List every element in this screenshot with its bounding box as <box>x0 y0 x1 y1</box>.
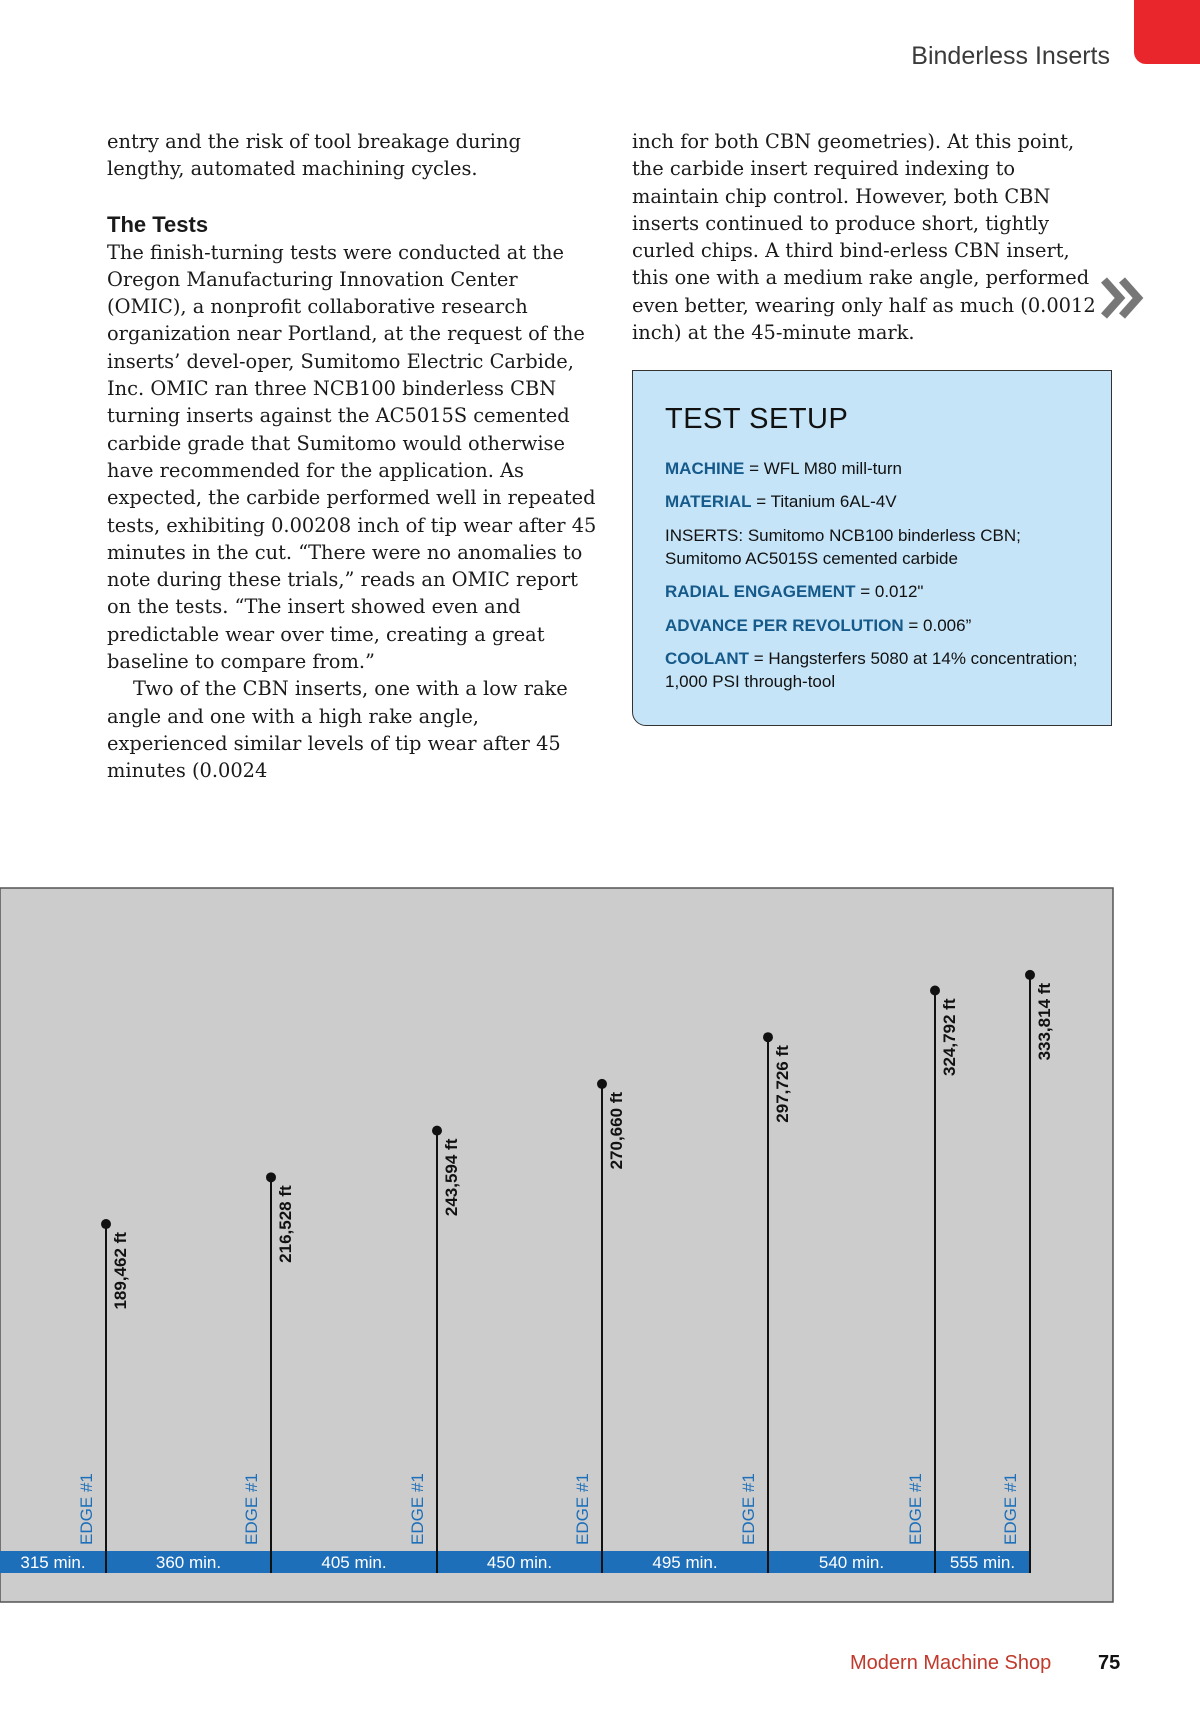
edge-label: EDGE #1 <box>739 1473 758 1545</box>
radial-key: RADIAL ENGAGEMENT <box>665 582 856 601</box>
time-label: 405 min. <box>321 1553 387 1572</box>
value-label: 297,726 ft <box>773 1045 792 1123</box>
setup-material <box>665 490 1085 513</box>
footer-publication: Modern Machine Shop <box>850 1652 1052 1674</box>
double-chevron-right-icon <box>1100 272 1146 324</box>
edge-label: EDGE #1 <box>1001 1473 1020 1545</box>
value-marker <box>930 986 940 996</box>
test-setup-title: TEST SETUP <box>665 403 849 435</box>
value-label: 333,814 ft <box>1035 982 1054 1061</box>
setup-machine <box>665 457 1085 480</box>
value-marker <box>101 1219 111 1229</box>
right-paragraph-1: inch for both CBN geometries). At this point, the carbide insert required indexing to maintain chip control. However, both CBN inserts continued to produce short, tightly curled chips. A third bind-erless CBN insert, this one with a medium rake angle, performed even better, wearing only half as much (0.0012 inch) at the 45-minute mark. <box>632 130 1096 345</box>
section-tab <box>1134 0 1200 64</box>
advance-value: = 0.006” <box>903 616 972 635</box>
time-label: 495 min. <box>652 1553 718 1572</box>
value-marker <box>597 1079 607 1089</box>
edge-label: EDGE #1 <box>242 1473 261 1545</box>
value-label: 270,660 ft <box>607 1091 626 1170</box>
value-marker <box>432 1126 442 1136</box>
chart-background <box>0 888 1113 1602</box>
coolant-key: COOLANT <box>665 649 750 668</box>
test-setup-box <box>632 370 1112 726</box>
time-label: 315 min. <box>20 1553 86 1572</box>
advance-key: ADVANCE PER REVOLUTION <box>665 616 904 635</box>
edge-label: EDGE #1 <box>77 1473 96 1545</box>
value-label: 189,462 ft <box>111 1232 130 1310</box>
machine-value: = WFL M80 mill-turn <box>744 459 902 478</box>
section-title: Binderless Inserts <box>911 42 1110 70</box>
machine-key: MACHINE <box>665 459 745 478</box>
edge-label: EDGE #1 <box>906 1473 925 1545</box>
setup-radial <box>665 580 1085 603</box>
coolant-value: = Hangsterfers 5080 at 14% concentration; 1,000 PSI through-tool <box>665 649 1078 691</box>
left-paragraph-2: The finish-turning tests were conducted at the Oregon Manufacturing Innovation Center (OMIC), a nonprofit collaborative research organization near Portland, at the request of the inserts’ devel-oper, Sumitomo Electric Carbide, Inc. OMIC ran three NCB100 binderless CBN turning inserts against the AC5015S cemented carbide grade that Sumitomo would otherwise have recommended for the application. As expected, the carbide performed well in repeated tests, exhibiting 0.00208 inch of tip wear after 45 minutes in the cut. “There were no anomalies to note during these trials,” reads an OMIC report on the tests. “The insert showed even and predictable wear over time, creating a great baseline to compare from.” <box>107 240 597 674</box>
chart-svg <box>0 887 1115 1603</box>
page-number: 75 <box>1098 1652 1121 1674</box>
setup-inserts: INSERTS: Sumitomo NCB100 binderless CBN; Sumitomo AC5015S cemented carbide <box>665 526 1021 568</box>
left-paragraph-1: entry and the risk of tool breakage during lengthy, automated machining cycles. <box>107 130 521 181</box>
edge-label: EDGE #1 <box>408 1473 427 1545</box>
setup-coolant <box>665 647 1085 693</box>
value-marker <box>266 1172 276 1182</box>
section-subhead: The Tests <box>107 211 209 237</box>
value-marker <box>763 1032 773 1042</box>
tool-life-chart <box>0 887 1115 1607</box>
material-value: = Titanium 6AL-4V <box>751 492 897 511</box>
time-label: 540 min. <box>818 1553 885 1572</box>
right-column <box>632 128 1102 346</box>
left-column <box>107 128 597 785</box>
time-label: 555 min. <box>949 1553 1016 1572</box>
radial-value: = 0.012" <box>855 582 924 601</box>
value-label: 324,792 ft <box>940 998 959 1077</box>
setup-advance <box>665 614 1085 637</box>
edge-label: EDGE #1 <box>573 1473 592 1545</box>
time-label: 360 min. <box>155 1553 222 1572</box>
value-label: 216,528 ft <box>276 1185 295 1263</box>
value-label: 243,594 ft <box>442 1138 461 1217</box>
material-key: MATERIAL <box>665 492 752 511</box>
time-label: 450 min. <box>486 1553 553 1572</box>
left-paragraph-3: Two of the CBN inserts, one with a low rake angle and one with a high rake angle, experienced similar levels of tip wear after 45 minutes (0.0024 <box>107 677 568 783</box>
value-marker <box>1025 970 1035 980</box>
